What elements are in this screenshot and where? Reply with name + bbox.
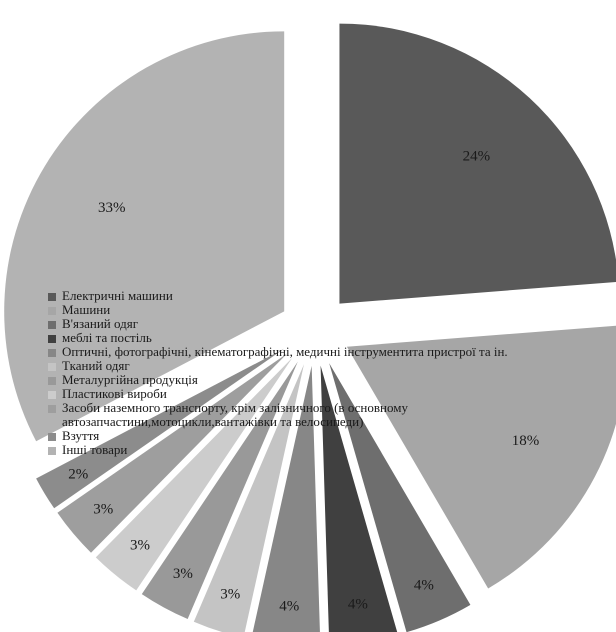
legend (48, 289, 588, 457)
slice-value-label: 3% (93, 501, 114, 518)
legend-swatch (48, 349, 56, 357)
legend-label: Металургійна продукція (62, 372, 198, 387)
legend-swatch (48, 293, 56, 301)
legend-label: Оптичні, фотографічні, кінематографічні, медичні інструментита пристрої та ін. (62, 344, 508, 359)
slice-value-label: 3% (172, 566, 193, 583)
legend-item (48, 303, 588, 317)
slice-value-label: 33% (97, 199, 126, 216)
legend-swatch (48, 335, 56, 343)
legend-label: Машини (62, 302, 111, 317)
slice-value-label: 4% (413, 577, 434, 594)
legend-item (48, 345, 588, 359)
legend-item (48, 331, 588, 345)
legend-swatch (48, 321, 56, 329)
legend-swatch (48, 405, 56, 413)
legend-swatch (48, 377, 56, 385)
legend-item (48, 401, 588, 429)
legend-swatch (48, 307, 56, 315)
legend-label: Тканий одяг (62, 358, 130, 373)
slice-value-label: 2% (68, 466, 89, 483)
legend-label: Інші товари (62, 442, 128, 457)
slice-value-label: 18% (511, 433, 540, 450)
slice-value-label: 4% (279, 598, 300, 615)
legend-item (48, 373, 588, 387)
legend-swatch (48, 447, 56, 455)
legend-swatch (48, 363, 56, 371)
legend-label: Електричні машини (62, 288, 173, 303)
legend-label: меблі та постіль (62, 330, 152, 345)
legend-swatch (48, 433, 56, 441)
legend-label: Взуття (62, 428, 100, 443)
legend-label: Засоби наземного транспорту, крім залізничного (в основному автозапчастини,мотоцикли,вантажівки та велосипеди) (62, 400, 408, 429)
legend-item (48, 359, 588, 373)
slice-value-label: 3% (220, 586, 241, 603)
slice-value-label: 24% (462, 148, 491, 165)
slice-value-label: 4% (347, 596, 368, 613)
legend-item (48, 443, 588, 457)
legend-item (48, 387, 588, 401)
legend-label: Пластикові вироби (62, 386, 167, 401)
legend-item (48, 429, 588, 443)
legend-label: В'язаний одяг (62, 316, 139, 331)
legend-item (48, 317, 588, 331)
slice-value-label: 3% (130, 537, 151, 554)
legend-item (48, 289, 588, 303)
legend-swatch (48, 391, 56, 399)
